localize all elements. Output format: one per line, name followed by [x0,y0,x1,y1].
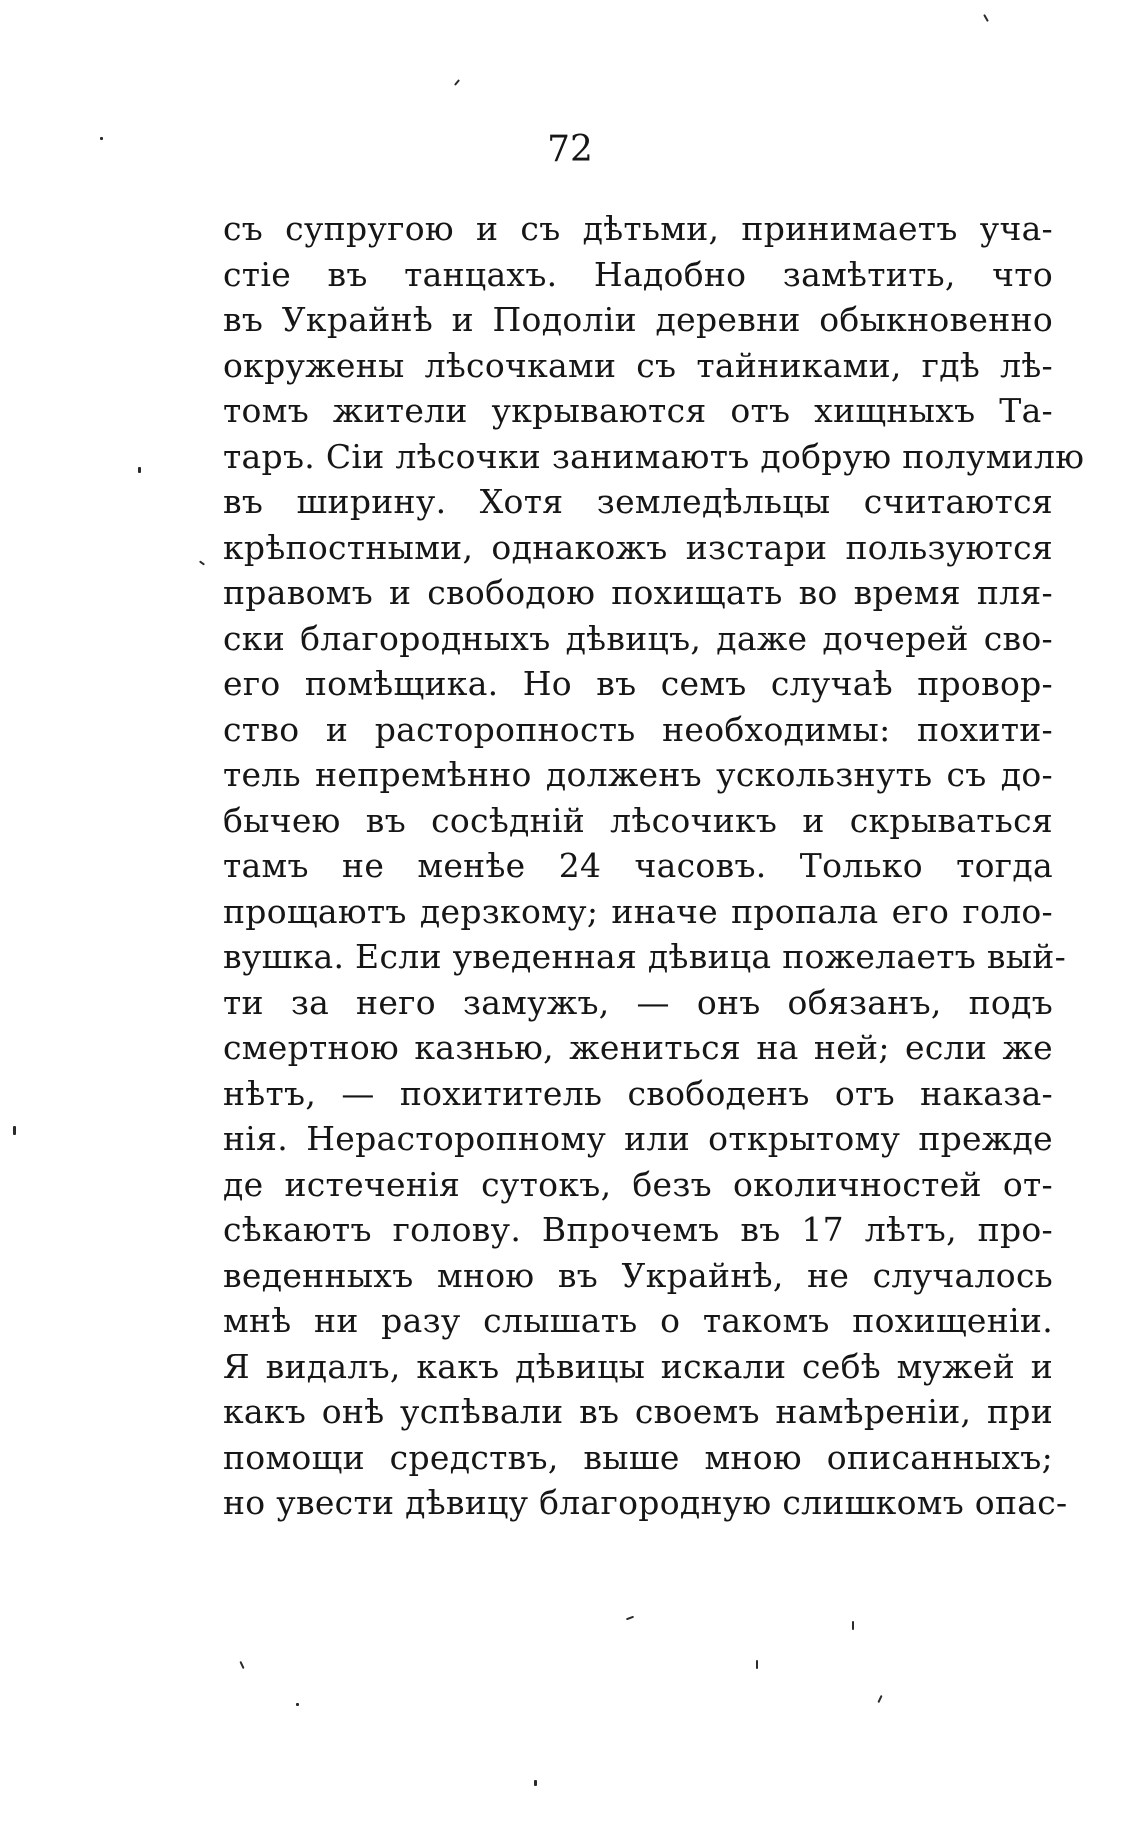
scan-speck [756,1660,758,1669]
text-line: въ ширину. Хотя земледѣльцы считаются [223,482,1053,521]
scan-speck [199,560,205,565]
text-line: ство и расторопность необходимы: похити- [223,709,1053,749]
text-line: нѣтъ, — похититель свободенъ отъ наказа- [223,1073,1053,1113]
text-line: сѣкаютъ голову. Впрочемъ въ 17 лѣтъ, про- [223,1210,1053,1249]
scan-speck [13,1126,16,1135]
scan-speck [239,1661,244,1669]
text-line: съ супругою и съ дѣтьми, принимаетъ уча- [223,209,1053,248]
text-line: вушка. Если уведенная дѣвица пожелаетъ вый- [223,937,1067,976]
scan-speck [877,1695,882,1703]
scan-speck [534,1780,537,1786]
text-line: ти за него замужъ, — онъ обязанъ, подъ [223,982,1053,1022]
scan-speck [100,137,103,140]
text-line: стіе въ танцахъ. Надобно замѣтить, что [223,254,1053,294]
text-line: томъ жители укрываются отъ хищныхъ Та- [223,391,1053,430]
text-line: бычею въ сосѣдній лѣсочикъ и скрываться [223,800,1053,840]
scan-speck [852,1621,854,1630]
body-text [223,206,1085,1526]
text-line: прощаютъ дерзкому; иначе пропала его голо- [223,891,1053,931]
text-line: веденныхъ мною въ Украйнѣ, не случалось [223,1255,1053,1295]
text-line: въ Украйнѣ и Подоліи деревни обыкновенно [223,300,1053,339]
text-line: таръ. Сіи лѣсочки занимаютъ добрую полумилю [223,436,1085,476]
scan-speck [138,467,141,473]
scan-speck [454,79,460,86]
scan-speck [626,1616,634,1621]
text-line: окружены лѣсочками съ тайниками, гдѣ лѣ- [223,345,1053,385]
text-line: мнѣ ни разу слышать о такомъ похищеніи. [223,1301,1053,1340]
text-line: ски благородныхъ дѣвицъ, даже дочерей сво- [223,618,1053,658]
text-line: Я видалъ, какъ дѣвицы искали себѣ мужей и [223,1346,1053,1386]
text-line: де истеченія сутокъ, безъ околичностей от- [223,1164,1053,1204]
text-line: смертною казнью, жениться на ней; если же [223,1028,1053,1067]
text-line: какъ онѣ успѣвали въ своемъ намѣреніи, при [223,1392,1053,1431]
text-line: тамъ не менѣе 24 часовъ. Только тогда [223,846,1053,885]
text-line: крѣпостными, однакожъ изстари пользуются [223,527,1053,567]
text-line: тель непремѣнно долженъ ускользнуть съ до- [223,755,1053,794]
text-line: его помѣщика. Но въ семъ случаѣ провор- [223,664,1053,703]
page-number: 72 [547,129,593,170]
scan-speck [983,14,989,22]
text-line: но увести дѣвицу благородную слишкомъ опас- [223,1483,1068,1522]
text-line: помощи средствъ, выше мною описанныхъ; [223,1437,1053,1477]
text-line: нія. Нерасторопному или открытому прежде [223,1119,1053,1158]
text-line: правомъ и свободою похищать во время пля- [223,573,1053,612]
scan-speck [296,1703,299,1706]
